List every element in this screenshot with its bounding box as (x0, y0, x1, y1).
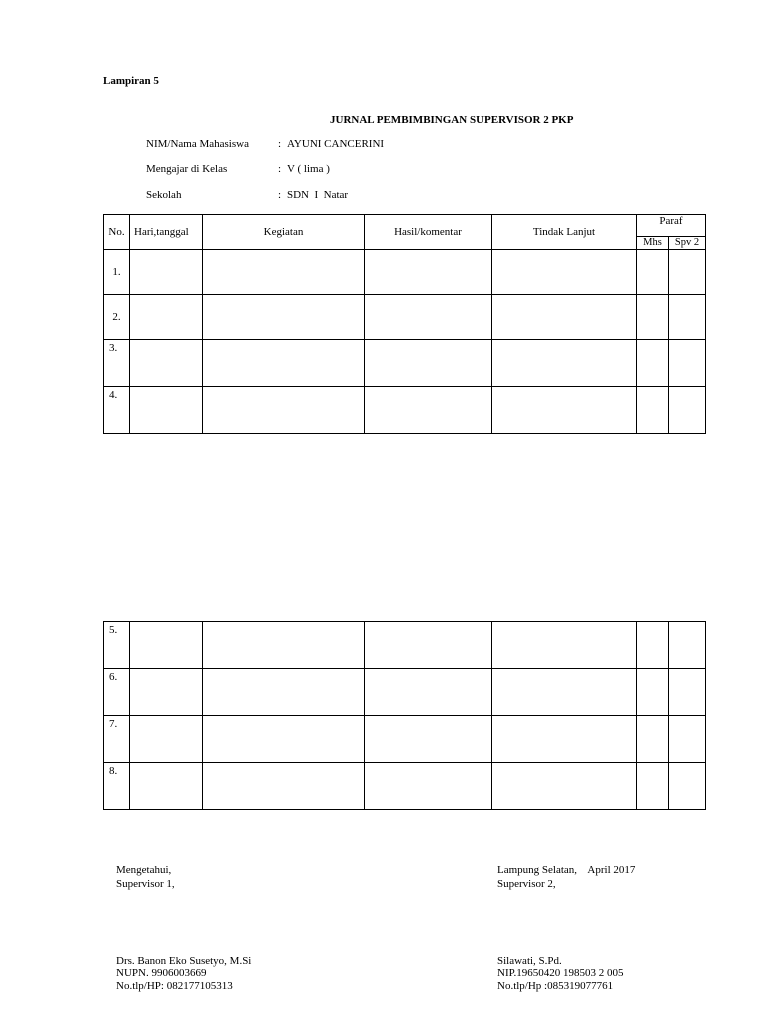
row-number: 4. (104, 387, 130, 434)
row-number: 3. (104, 340, 130, 387)
cell-paraf-spv2[interactable] (669, 295, 706, 340)
sig-right-line1: Lampung Selatan, April 2017 (497, 864, 636, 876)
sig-right-line2: Supervisor 2, (497, 878, 556, 890)
cell-hasil-komentar[interactable] (365, 295, 492, 340)
cell-kegiatan[interactable] (203, 716, 365, 763)
info-sep-nim: : (278, 138, 282, 150)
table-row (104, 387, 706, 434)
cell-tindak-lanjut[interactable] (492, 340, 637, 387)
journal-table-top (103, 214, 706, 434)
cell-hasil-komentar[interactable] (365, 622, 492, 669)
cell-hasil-komentar[interactable] (365, 250, 492, 295)
document-title: JURNAL PEMBIMBINGAN SUPERVISOR 2 PKP (330, 114, 574, 126)
row-number: 6. (104, 669, 130, 716)
header-hasil-komentar: Hasil/komentar (365, 215, 492, 250)
cell-paraf-mhs[interactable] (637, 340, 669, 387)
cell-paraf-mhs[interactable] (637, 622, 669, 669)
cell-kegiatan[interactable] (203, 340, 365, 387)
cell-kegiatan[interactable] (203, 295, 365, 340)
cell-paraf-spv2[interactable] (669, 340, 706, 387)
row-number: 2. (104, 295, 130, 340)
row-number: 1. (104, 250, 130, 295)
cell-hari-tanggal[interactable] (130, 716, 203, 763)
sig-left-line2: Supervisor 1, (116, 878, 175, 890)
table-row (104, 250, 706, 295)
cell-hasil-komentar[interactable] (365, 340, 492, 387)
cell-paraf-mhs[interactable] (637, 669, 669, 716)
info-value-kelas: V ( lima ) (287, 163, 330, 175)
journal-table-bottom (103, 621, 706, 810)
info-value-sekolah: SDN I Natar (287, 189, 349, 201)
cell-tindak-lanjut[interactable] (492, 669, 637, 716)
cell-hari-tanggal[interactable] (130, 340, 203, 387)
cell-kegiatan[interactable] (203, 763, 365, 810)
cell-paraf-spv2[interactable] (669, 622, 706, 669)
cell-paraf-spv2[interactable] (669, 716, 706, 763)
header-kegiatan: Kegiatan (203, 215, 365, 250)
cell-hasil-komentar[interactable] (365, 716, 492, 763)
table-row (104, 622, 706, 669)
header-tindak-lanjut: Tindak Lanjut (492, 215, 637, 250)
table-row (104, 716, 706, 763)
cell-tindak-lanjut[interactable] (492, 250, 637, 295)
header-mhs: Mhs (637, 237, 669, 250)
cell-kegiatan[interactable] (203, 669, 365, 716)
cell-paraf-spv2[interactable] (669, 250, 706, 295)
cell-hari-tanggal[interactable] (130, 387, 203, 434)
cell-tindak-lanjut[interactable] (492, 295, 637, 340)
cell-hasil-komentar[interactable] (365, 669, 492, 716)
cell-paraf-mhs[interactable] (637, 763, 669, 810)
cell-kegiatan[interactable] (203, 387, 365, 434)
info-label-kelas: Mengajar di Kelas (146, 163, 228, 175)
row-number: 5. (104, 622, 130, 669)
cell-hari-tanggal[interactable] (130, 250, 203, 295)
cell-tindak-lanjut[interactable] (492, 716, 637, 763)
cell-paraf-spv2[interactable] (669, 763, 706, 810)
header-paraf: Paraf (637, 215, 706, 237)
lampiran-label: Lampiran 5 (103, 75, 159, 87)
info-value-nim: AYUNI CANCERINI (287, 138, 385, 150)
header-no: No. (104, 215, 130, 250)
cell-paraf-spv2[interactable] (669, 387, 706, 434)
cell-hari-tanggal[interactable] (130, 622, 203, 669)
header-hari-tanggal: Hari,tanggal (130, 215, 203, 250)
row-number: 8. (104, 763, 130, 810)
cell-hasil-komentar[interactable] (365, 387, 492, 434)
info-sep-kelas: : (278, 163, 282, 175)
cell-hasil-komentar[interactable] (365, 763, 492, 810)
table-row (104, 763, 706, 810)
cell-kegiatan[interactable] (203, 250, 365, 295)
row-number: 7. (104, 716, 130, 763)
cell-tindak-lanjut[interactable] (492, 622, 637, 669)
info-label-nim: NIM/Nama Mahasiswa (146, 138, 249, 150)
info-label-sekolah: Sekolah (146, 189, 182, 201)
sig-left-name: Drs. Banon Eko Susetyo, M.Si (116, 955, 252, 967)
sig-left-line1: Mengetahui, (116, 864, 172, 876)
cell-kegiatan[interactable] (203, 622, 365, 669)
table-row (104, 340, 706, 387)
cell-tindak-lanjut[interactable] (492, 763, 637, 810)
sig-left-phone: No.tlp/HP: 082177105313 (116, 980, 233, 992)
sig-right-phone: No.tlp/Hp :085319077761 (497, 980, 614, 992)
cell-hari-tanggal[interactable] (130, 763, 203, 810)
table-row (104, 669, 706, 716)
cell-hari-tanggal[interactable] (130, 669, 203, 716)
cell-hari-tanggal[interactable] (130, 295, 203, 340)
sig-right-name: Silawati, S.Pd. (497, 955, 562, 967)
cell-paraf-mhs[interactable] (637, 250, 669, 295)
info-sep-sekolah: : (278, 189, 282, 201)
cell-paraf-mhs[interactable] (637, 295, 669, 340)
cell-paraf-mhs[interactable] (637, 387, 669, 434)
cell-paraf-spv2[interactable] (669, 669, 706, 716)
header-spv2: Spv 2 (669, 237, 706, 250)
cell-tindak-lanjut[interactable] (492, 387, 637, 434)
table-row (104, 295, 706, 340)
sig-left-id: NUPN. 9906003669 (116, 967, 207, 979)
sig-right-id: NIP.19650420 198503 2 005 (497, 967, 624, 979)
cell-paraf-mhs[interactable] (637, 716, 669, 763)
